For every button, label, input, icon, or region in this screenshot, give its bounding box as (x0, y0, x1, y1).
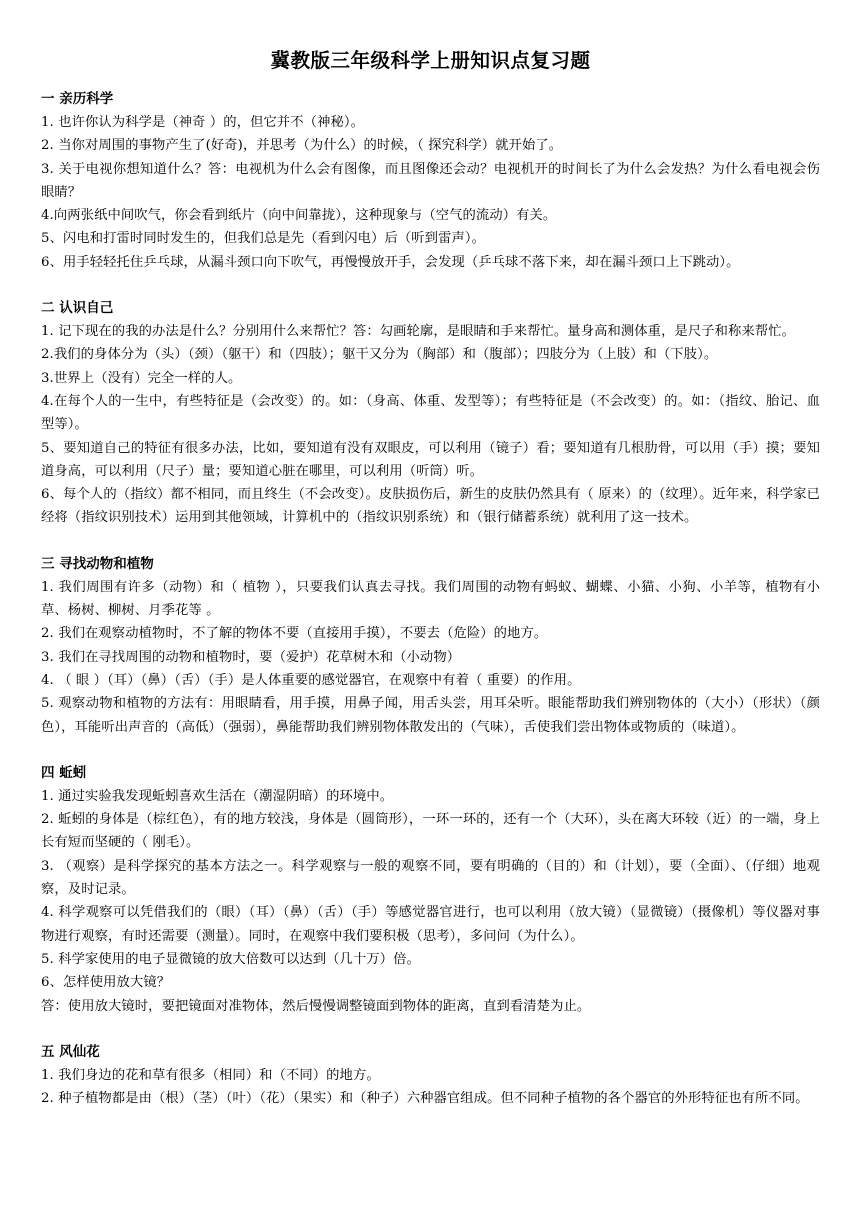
question-item: 1. 通过实验我发现蚯蚓喜欢生活在（潮湿阴暗）的环境中。 (41, 788, 394, 804)
section-heading: 四 蚯蚓 (41, 764, 87, 781)
question-item: 2. 蚯蚓的身体是（棕红色），有的地方较浅，身体是（圆筒形），一环一环的，还有一个（大环），头在离大环较（近）的一端，身上长有短而坚硬的（ 刚毛）。 (41, 812, 820, 851)
question-item: 3. 关于电视你想知道什么？答：电视机为什么会有图像，而且图像还会动？电视机开的时间长了为什么会发热？为什么看电视会伤眼睛？ (41, 161, 820, 200)
question-item: 4.在每个人的一生中，有些特征是（会改变）的。如：（身高、体重、发型等）；有些特征是（不会改变）的。如：（指纹、胎记、血型等）。 (41, 393, 820, 433)
section-heading: 一 亲历科学 (41, 91, 114, 107)
question-item: 5、闪电和打雷时同时发生的，但我们总是先（看到闪电）后（听到雷声）。 (41, 231, 486, 247)
question-item: 2. 我们在观察动植物时，不了解的物体不要（直接用手摸），不要去（危险）的地方。 (41, 626, 548, 642)
question-item: 2.我们的身体分为（头）（颈）（躯干）和（四肢）；躯干又分为（胸部）和（腹部）；四肢分为（上肢）和（下肢）。 (41, 347, 718, 363)
question-item: 4. （ 眼 ）（耳）（鼻）（舌）（手）是人体重要的感觉器官，在观察中有着（ 重要）的作用。 (41, 672, 581, 688)
page-title: 冀教版三年级科学上册知识点复习题 (270, 49, 591, 72)
question-item: 答：使用放大镜时，要把镜面对准物体，然后慢慢调整镜面到物体的距离，直到看清楚为止。 (41, 998, 591, 1014)
question-item: 3.世界上（没有）完全一样的人。 (41, 370, 242, 386)
section-1 (41, 88, 820, 274)
section-2 (41, 297, 820, 530)
question-item: 5、要知道自己的特征有很多办法，比如，要知道有没有双眼皮，可以利用（镜子）看；要知道有几根肋骨，可以用（手）摸；要知道身高，可以利用（尺子）量；要知道心脏在哪里，可以利用（听筒）听。 (41, 440, 820, 479)
question-item: 6、每个人的（指纹）都不相同，而且终生（不会改变）。皮肤损伤后，新生的皮肤仍然具有（ 原来）的（纹理）。近年来，科学家已经将（指纹识别技术）运用到其他领域，计算机中的（指纹识别系统）和（银行储蓄系统）就利用了这一技术。 (41, 487, 820, 526)
question-item: 3. （观察）是科学探究的基本方法之一。科学观察与一般的观察不同，要有明确的（目的）和（计划），要（全面）、（仔细）地观察，及时记录。 (41, 858, 820, 898)
question-item: 5. 观察动物和植物的方法有：用眼睛看，用手摸，用鼻子闻，用舌头尝，用耳朵听。眼能帮助我们辨别物体的（大小）（形状）（颜色），耳能听出声音的（高低）（强弱），鼻能帮助我们辨别物体散发出的（气味），舌使我们尝出物体或物质的（味道）。 (41, 696, 820, 735)
question-item: 4. 科学观察可以凭借我们的（眼）（耳）（鼻）（舌）（手）等感觉器官进行，也可以利用（放大镜）（显微镜）（摄像机）等仪器对事物进行观察，有时还需要（测量）。同时，在观察中我们要积极（思考），多问问（为什么）。 (41, 905, 820, 944)
section-5 (41, 1041, 820, 1111)
question-item: 2. 种子植物都是由（根）（茎）（叶）（花）（果实）和（种子）六种器官组成。但不同种子植物的各个器官的外形特征也有所不同。 (41, 1091, 809, 1107)
section-3 (41, 553, 820, 739)
question-item: 4.向两张纸中间吹气，你会看到纸片（向中间靠拢），这种现象与（空气的流动）有关。 (41, 208, 557, 224)
section-heading: 二 认识自己 (41, 300, 114, 317)
question-item: 1. 也许你认为科学是（神奇 ）的，但它并不（神秘）。 (41, 115, 365, 130)
question-item: 6、用手轻轻托住乒乓球，从漏斗颈口向下吹气，再慢慢放开手，会发现（乒乓球不落下来，却在漏斗颈口上下跳动）。 (41, 254, 740, 270)
question-item: 3. 我们在寻找周围的动物和植物时，要（爱护）花草树木和（小动物） (41, 649, 461, 665)
question-item: 1. 记下现在的我的办法是什么？分别用什么来帮忙？答：勾画轮廓，是眼睛和手来帮忙。量身高和测体重，是尺子和称来帮忙。 (41, 324, 796, 340)
section-4 (41, 762, 820, 1018)
sections-container (41, 88, 820, 1110)
question-item: 1. 我们周围有许多（动物）和（ 植物 ），只要我们认真去寻找。我们周围的动物有蚂蚁、蝴蝶、小猫、小狗、小羊等，植物有小草、杨树、柳树、月季花等 。 (41, 579, 820, 619)
section-heading: 三 寻找动物和植物 (41, 555, 154, 572)
question-item: 6、怎样使用放大镜？ (41, 975, 171, 991)
section-heading: 五 风仙花 (41, 1043, 100, 1060)
question-item: 5. 科学家使用的电子显微镜的放大倍数可以达到（几十万）倍。 (41, 951, 420, 967)
question-item: 1. 我们身边的花和草有很多（相同）和（不同）的地方。 (41, 1067, 380, 1083)
question-item: 2. 当你对周围的事物产生了(好奇)，并思考（为什么）的时候，（ 探究科学）就开始了。 (41, 138, 563, 154)
